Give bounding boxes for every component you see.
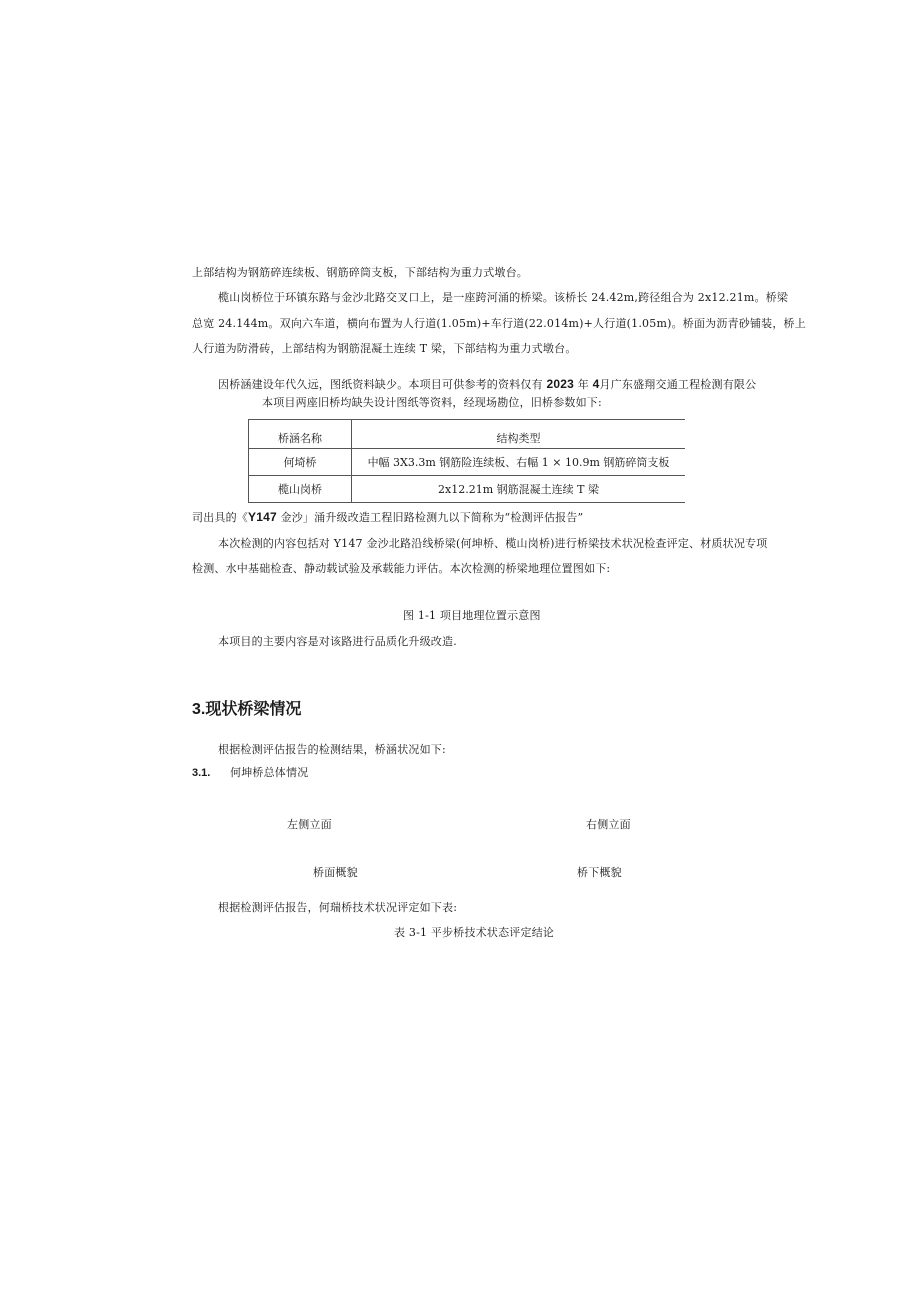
table-cell: 何埼桥 [249,449,352,476]
report-code: Y147 [248,510,277,524]
history-text-c: 月广东盛翔交通工程检测有限公 [599,378,757,391]
paragraph-history-line-2: 本项目两座旧桥均缺失设计图纸等资料，经现场勘位，旧桥参数如下: [262,396,602,409]
paragraph-structure: 上部结构为钢筋碎连续板、钢筋碎筒支板，下部结构为重力式墩台。 [192,266,528,279]
section-intro: 根据检测评估报告的检测结果，桥涵状况如下: [218,743,446,756]
paragraph-lanshan-line-2: 总宽 24.144m。双向六车道，横向布置为人行道(1.05m)+车行道(22.014m)+人行道(1.05m)。桥面为沥青砂铺装，桥上 [192,317,806,330]
table-cell: 榄山岗桥 [249,476,352,503]
paragraph-evaluation: 根据检测评估报告，何瑞桥技术状况评定如下表: [218,901,458,914]
history-text-a: 因桥涵建设年代久远，图纸资料缺少。本项目可供参考的资料仅有 [218,378,543,391]
bridge-parameter-table [248,419,685,503]
table-row [249,449,686,476]
report-prefix: 司出具的《 [192,511,248,524]
table-row [249,476,686,503]
figure-caption: 图 1-1 项目地理位置示意图 [403,609,541,622]
section-heading: 3.现状桥梁情况 [192,701,302,718]
photo-label-right-elevation: 右侧立面 [586,818,631,831]
photo-label-deck-overview: 桥面概貌 [313,866,358,879]
paragraph-main-content: 本项目的主要内容是对该路进行品质化升级改造. [218,635,457,648]
table-cell: 2x12.21m 钢筋混凝土连续 T 梁 [352,476,686,503]
table-cell: 中幅 3X3.3m 钢筋险连续板、右幅 1 × 10.9m 钢筋碎筒支板 [352,449,686,476]
paragraph-scope-line-1: 本次检测的内容包括对 Y147 金沙北路沿线桥梁(何坤桥、榄山岗桥)进行桥梁技术状况检查评定、材质状况专项 [218,537,768,550]
paragraph-scope-line-2: 检测、水中基础检查、静动载试验及承载能力评估。本次检测的桥梁地理位置图如下: [192,562,611,575]
subsection-title: 何坤桥总体情况 [230,766,309,779]
table-header-cell: 桥涵名称 [249,420,352,449]
paragraph-lanshan-line-1: 榄山岗桥位于环镇东路与金沙北路交叉口上，是一座跨河涌的桥梁。该桥长 24.42m,跨径组合为 2x12.21m。桥梁 [218,291,789,304]
table-header-row [249,420,686,449]
history-month: 4 [592,377,600,391]
paragraph-history-line-1 [218,377,756,392]
table-caption: 表 3-1 平步桥技术状态评定结论 [394,926,555,939]
table-header-cell: 结构类型 [352,420,686,449]
history-text-b: 年 [577,378,589,391]
paragraph-report-reference [192,510,583,525]
subsection-number: 3.1. [192,767,211,779]
photo-label-under-overview: 桥下概貌 [577,866,622,879]
report-suffix: 金沙」涌升级改造工程旧路检测九以下简称为“检测评估报告” [280,511,584,524]
photo-label-left-elevation: 左侧立面 [287,818,332,831]
paragraph-lanshan-line-3: 人行道为防滑砖，上部结构为钢筋混凝土连续 T 梁，下部结构为重力式墩台。 [192,342,577,355]
history-year: 2023 [546,377,575,391]
